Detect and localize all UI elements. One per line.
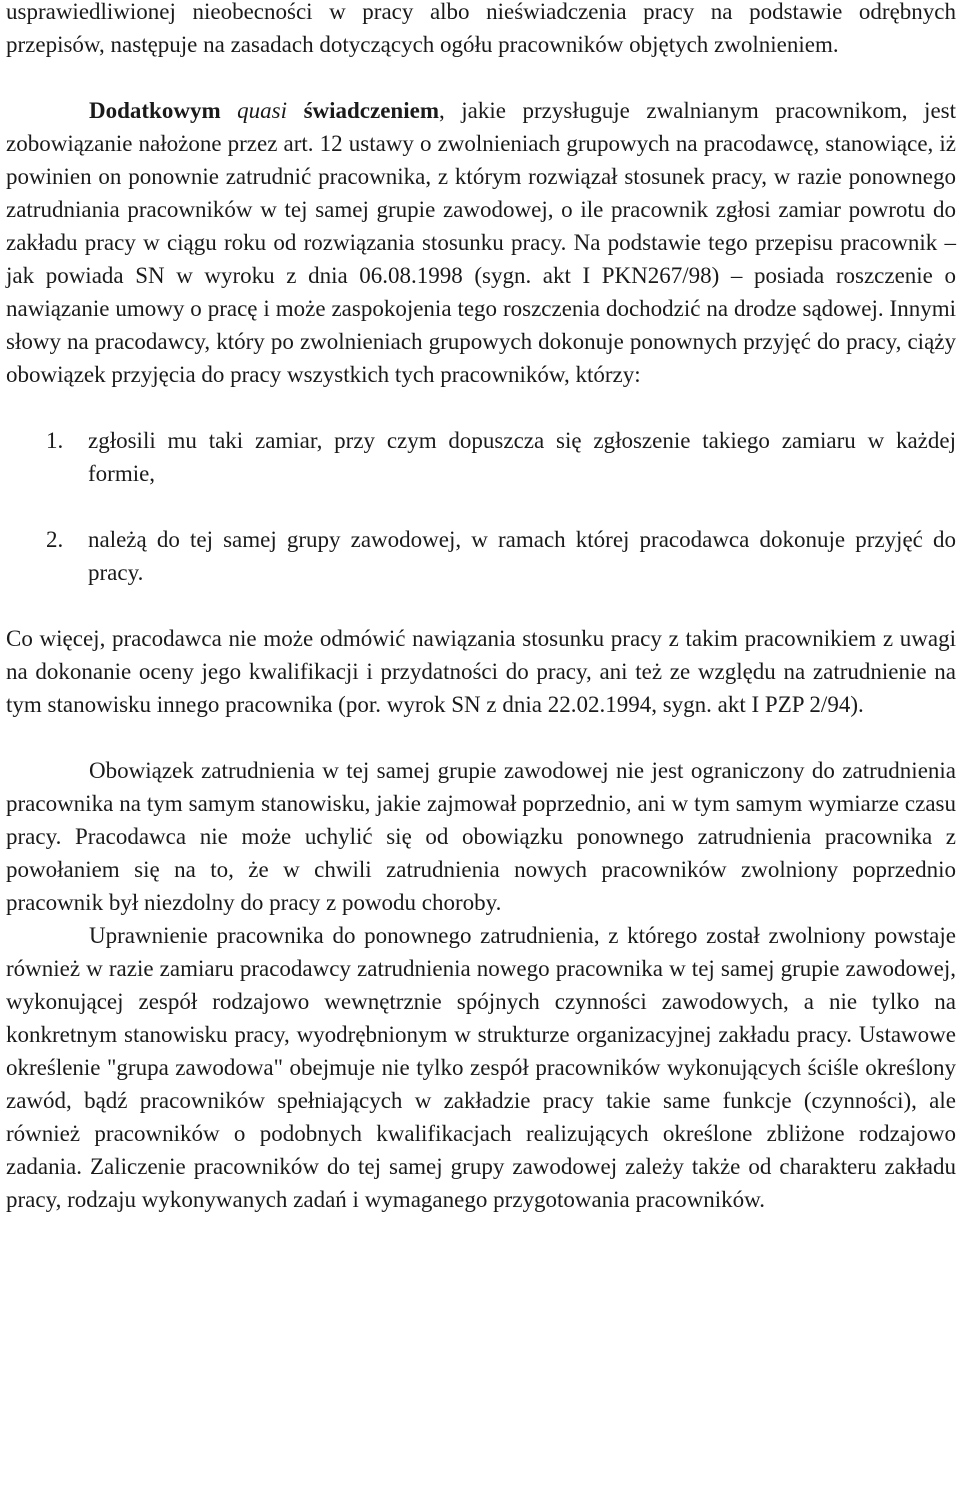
list-item-number: 2. <box>46 527 64 552</box>
list-item <box>6 523 956 589</box>
paragraph-2-text: , jakie przysługuje zwalnianym pracownikom, jest zobowiązanie nałożone przez art. 12 ustawy o zwolnieniach grupowych na pracodawcę, stanowiące, iż powinien on ponownie zatrudnić pracownika, z którym rozwiązał stosunek pracy, w razie ponownego zatrudniania pracowników w tej samej grupie zawodowej, o ile pracownik zgłosi zamiar powrotu do zakładu pracy w ciągu roku od rozwiązania stosunku pracy. Na podstawie tego przepisu pracownik – jak powiada SN w wyroku z dnia 06.08.1998 (sygn. akt I PKN267/98) – posiada roszczenie o nawiązanie umowy o pracę i może zaspokojenia tego roszczenia dochodzić na drodze sądowej. Innymi słowy na pracodawcy, który po zwolnieniach grupowych dokonuje ponownych przyjęć do pracy, ciąży obowiązek przyjęcia do pracy wszystkich tych pracowników, którzy: <box>6 98 957 387</box>
list-item-number: 1. <box>46 428 64 453</box>
numbered-list <box>6 424 956 589</box>
paragraph-3: Co więcej, pracodawca nie może odmówić nawiązania stosunku pracy z takim pracownikiem z uwagi na dokonanie oceny jego kwalifikacji i przydatności do pracy, ani też ze względu na zatrudnienie na tym stanowisku innego pracownika (por. wyrok SN z dnia 22.02.1994, sygn. akt I PZP 2/94). <box>6 626 956 717</box>
list-item-text: zgłosili mu taki zamiar, przy czym dopuszcza się zgłoszenie takiego zamiaru w każdej formie, <box>88 428 956 486</box>
document-page <box>6 0 956 1216</box>
bold-term-2: świadczeniem <box>303 98 439 123</box>
paragraph-2 <box>6 94 956 391</box>
paragraph-4: Obowiązek zatrudnienia w tej samej grupie zawodowej nie jest ograniczony do zatrudnienia pracownika na tym samym stanowisku, jakie zajmował poprzednio, ani w tym samym wymiarze czasu pracy. Pracodawca nie może uchylić się od obowiązku ponownego zatrudnienia pracownika z powołaniem się na to, że w chwili zatrudnienia nowych pracowników zwolniony poprzednio pracownik był niezdolny do pracy z powodu choroby. <box>6 758 956 915</box>
list-item-text: należą do tej samej grupy zawodowej, w ramach której pracodawca dokonuje przyjęć do pracy. <box>88 527 956 585</box>
bold-term-1: Dodatkowym <box>89 98 221 123</box>
list-item <box>6 424 956 490</box>
paragraph-5: Uprawnienie pracownika do ponownego zatrudnienia, z którego został zwolniony powstaje również w razie zamiaru pracodawcy zatrudnienia nowego pracownika w tej samej grupie zawodowej, wykonującej zespół rodzajowo wewnętrznie spójnych czynności zawodowych, a nie tylko na konkretnym stanowisku pracy, wyodrębnionym w strukturze organizacyjnej zakładu pracy. Ustawowe określenie "grupa zawodowa" obejmuje nie tylko zespół pracowników wykonujących ściśle określony zawód, bądź pracowników spełniających w zakładzie pracy takie same funkcje (czynności), ale również pracowników o podobnych kwalifikacjach realizujących określone zbliżone rodzajowo zadania. Zaliczenie pracowników do tej samej grupy zawodowej zależy także od charakteru zakładu pracy, rodzaju wykonywanych zadań i wymaganego przygotowania pracowników. <box>6 923 956 1212</box>
italic-term: quasi <box>237 98 288 123</box>
paragraph-1: usprawiedliwionej nieobecności w pracy albo nieświadczenia pracy na podstawie odrębnych przepisów, następuje na zasadach dotyczących ogółu pracowników objętych zwolnieniem. <box>6 0 956 57</box>
